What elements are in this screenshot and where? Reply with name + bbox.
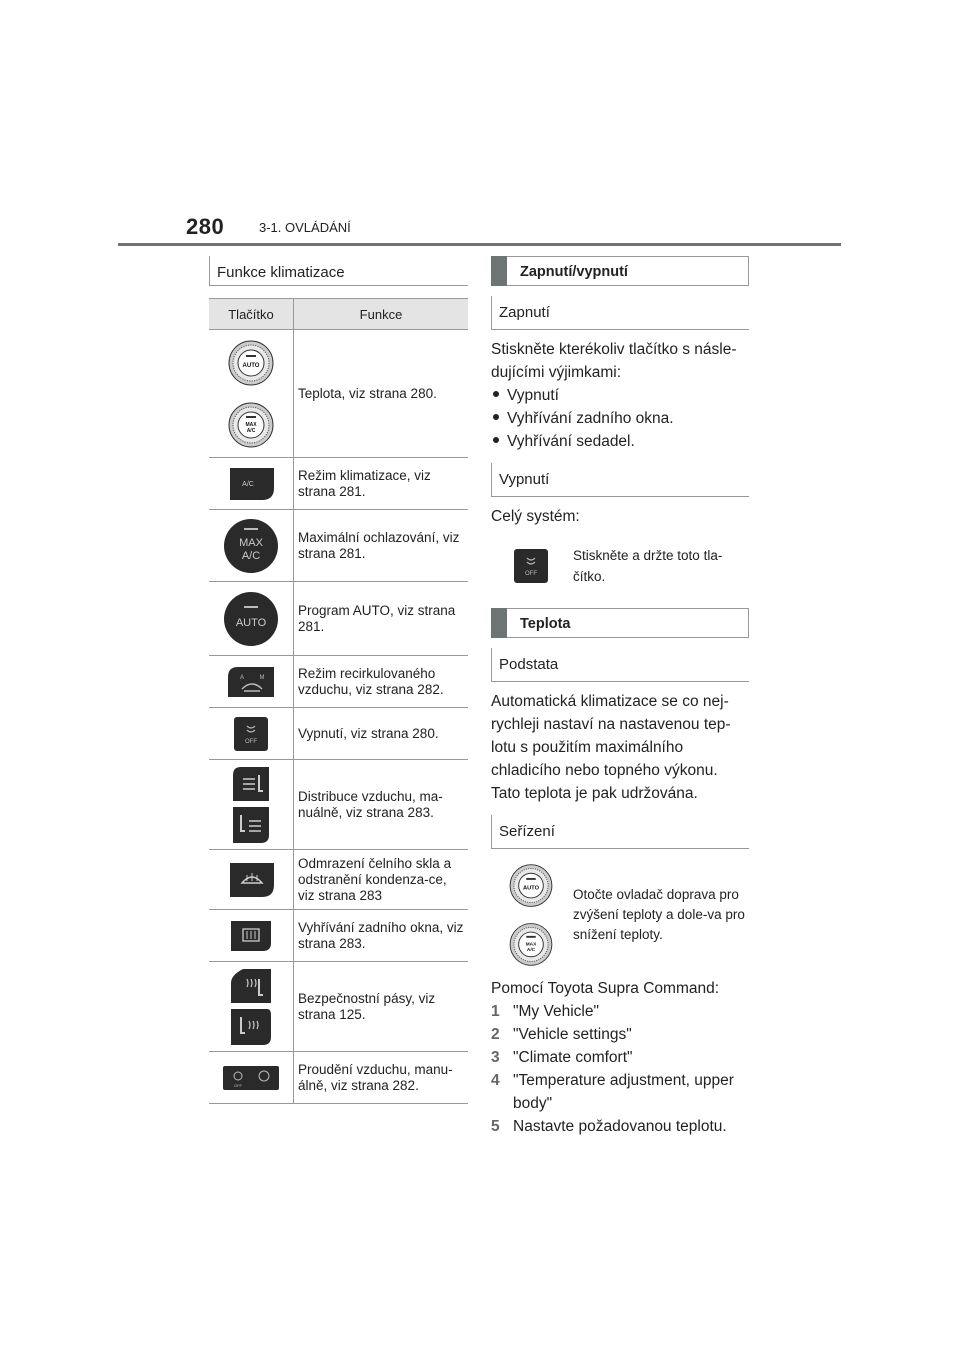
table-row xyxy=(209,962,468,1052)
principle-subheading: Podstata xyxy=(491,648,749,682)
front-defrost-icon xyxy=(226,861,276,899)
table-row xyxy=(209,910,468,962)
list-item: 5 Nastavte požadovanou teplotu. xyxy=(491,1118,727,1135)
m-label: M xyxy=(259,674,265,681)
list-item: 2 "Vehicle settings" xyxy=(491,1026,632,1043)
ac-label: A/C xyxy=(242,480,254,488)
page-number: 280 xyxy=(186,214,225,239)
onoff-title: Zapnutí/vypnutí xyxy=(520,264,628,280)
auto-label: AUTO xyxy=(242,362,260,369)
climate-functions-table xyxy=(209,298,468,1104)
max-label: MAX xyxy=(239,536,263,549)
max-label: MAX xyxy=(525,942,537,948)
row-text: Bezpečnostní pásy, viz strana 125. xyxy=(294,962,469,1052)
row-text: Distribuce vzduchu, ma-nuálně, viz strana 283. xyxy=(294,760,469,850)
off-subheading: Vypnutí xyxy=(491,463,749,497)
row-text: Odmrazení čelního skla a odstranění kondenza-ce, viz strana 283 xyxy=(294,850,469,910)
off-instruction xyxy=(491,538,749,594)
list-item: Vypnutí xyxy=(491,384,749,407)
table-row xyxy=(209,458,468,510)
row-text: Proudění vzduchu, manu-álně, viz strana 282. xyxy=(294,1052,469,1104)
climate-functions-table-section xyxy=(209,256,468,1104)
table-row xyxy=(209,708,468,760)
list-item: Vyhřívání zadního okna. xyxy=(491,407,749,430)
table-title: Funkce klimatizace xyxy=(209,256,468,286)
fan-speed-icon xyxy=(222,1065,280,1091)
max-label: MAX xyxy=(245,421,257,428)
ac-label: A/C xyxy=(246,427,256,434)
column-header-button: Tlačítko xyxy=(209,299,294,330)
list-item: 4 "Temperature adjustment, upper body" xyxy=(491,1072,734,1112)
table-row xyxy=(209,656,468,708)
off-label: OFF xyxy=(234,1082,242,1088)
ac-button-icon xyxy=(226,466,276,502)
heading-marker xyxy=(491,256,507,286)
row-text: Maximální ochlazování, viz strana 281. xyxy=(294,510,469,582)
temperature-heading xyxy=(491,608,749,638)
table-row xyxy=(209,510,468,582)
temperature-title: Teplota xyxy=(520,616,571,632)
onoff-heading xyxy=(491,256,749,286)
table-row xyxy=(209,850,468,910)
list-item: 1 "My Vehicle" xyxy=(491,1003,599,1020)
adjust-note: Otočte ovladač doprava pro zvýšení teploty a dole-va pro snížení teploty. xyxy=(573,887,745,942)
on-text: Stiskněte kterékoliv tlačítko s násle-dujícími výjimkami: xyxy=(491,341,737,381)
header-divider xyxy=(118,243,841,246)
on-subheading: Zapnutí xyxy=(491,296,749,330)
table-row xyxy=(209,1052,468,1104)
list-item: Vyhřívání sedadel. xyxy=(491,430,749,453)
ac-label: A/C xyxy=(241,549,261,562)
command-text: Pomocí Toyota Supra Command: xyxy=(491,980,720,997)
row-text: Režim recirkulovaného vzduchu, viz strana 282. xyxy=(294,656,469,708)
table-row xyxy=(209,582,468,656)
column-header-function: Funkce xyxy=(294,299,469,330)
principle-text: Automatická klimatizace se co nej-rychleji nastaví na nastavenou tep-lotu s použitím maximálního chladicího nebo topného výkonu. Tato teplota je pak udržována. xyxy=(491,693,731,802)
temperature-knob-icon xyxy=(227,335,275,453)
max-ac-button-icon xyxy=(222,517,280,575)
adjust-instruction xyxy=(491,857,749,973)
auto-label: AUTO xyxy=(522,885,540,892)
row-text: Vypnutí, viz strana 280. xyxy=(294,708,469,760)
row-text: Program AUTO, viz strana 281. xyxy=(294,582,469,656)
off-button-icon xyxy=(513,548,549,584)
a-label: A xyxy=(239,674,245,681)
auto-button-icon xyxy=(222,590,280,648)
temperature-knob-icon xyxy=(505,859,557,971)
list-item: 3 "Climate comfort" xyxy=(491,1049,633,1066)
ac-label: A/C xyxy=(526,948,536,954)
recirculation-button-icon xyxy=(226,665,276,699)
off-label: OFF xyxy=(245,738,257,745)
right-column xyxy=(491,256,749,1138)
off-button-icon xyxy=(233,716,269,752)
table-row xyxy=(209,760,468,850)
row-text: Teplota, viz strana 280. xyxy=(294,330,469,458)
section-title: 3-1. OVLÁDÁNÍ xyxy=(259,220,351,235)
off-note: Stiskněte a držte toto tla-čítko. xyxy=(573,548,723,584)
rear-defrost-icon xyxy=(229,919,273,953)
table-row xyxy=(209,330,468,458)
seat-heater-icon xyxy=(229,967,273,1047)
off-label: OFF xyxy=(525,571,537,577)
row-text: Režim klimatizace, viz strana 281. xyxy=(294,458,469,510)
auto-label: AUTO xyxy=(235,616,267,629)
adjust-subheading: Seřízení xyxy=(491,815,749,849)
off-text: Celý systém: xyxy=(491,508,580,525)
heading-marker xyxy=(491,608,507,638)
air-distribution-icon xyxy=(231,765,271,845)
row-text: Vyhřívání zadního okna, viz strana 283. xyxy=(294,910,469,962)
